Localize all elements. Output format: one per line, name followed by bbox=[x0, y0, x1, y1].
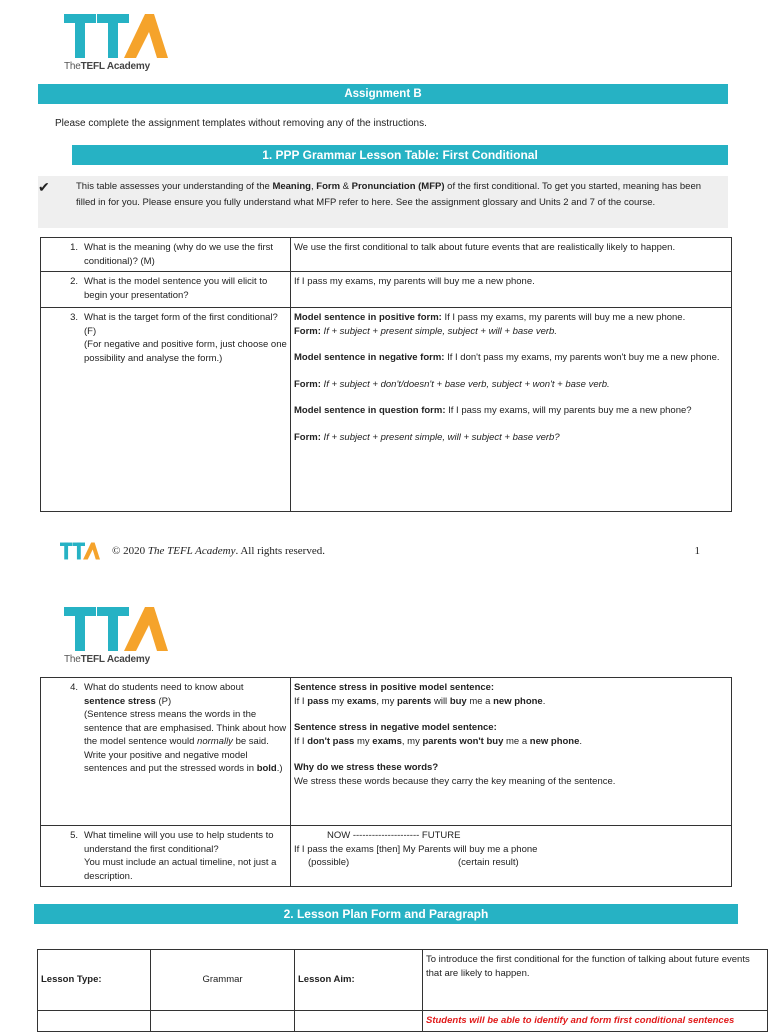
question-number: 1. bbox=[70, 242, 78, 253]
positive-stress-heading: Sentence stress in positive model sentence: bbox=[294, 682, 495, 693]
table-row bbox=[38, 1011, 768, 1032]
answer-cell bbox=[291, 238, 732, 272]
instruction-note bbox=[38, 176, 728, 228]
question-cell bbox=[41, 678, 291, 826]
q-part: What timeline will you use to help students to understand the first conditional? bbox=[84, 830, 274, 855]
lesson-objective: Students will be able to identify and form first conditional sentences bbox=[426, 1015, 735, 1026]
tta-tagline: TheTEFL Academy bbox=[64, 654, 150, 665]
question-text: What is the meaning (why do we use the first conditional)? (M) bbox=[84, 242, 274, 267]
copyright-prefix: © 2020 bbox=[112, 545, 148, 557]
timeline-sentence: If I pass the exams [then] My Parents will buy me a phone bbox=[294, 843, 538, 855]
table-row bbox=[38, 950, 768, 1011]
question-text: What is the model sentence you will elicit to begin your presentation? bbox=[84, 276, 268, 301]
timeline-label-certain: (certain result) bbox=[458, 857, 519, 868]
empty-cell bbox=[295, 1011, 423, 1032]
lesson-aim-label-cell bbox=[295, 950, 423, 1011]
page-footer bbox=[60, 541, 700, 563]
tta-logo-mark bbox=[64, 605, 168, 653]
positive-form: If + subject + present simple, subject + will + base verb. bbox=[320, 325, 557, 337]
lesson-type-value: Grammar bbox=[202, 974, 243, 986]
table-row bbox=[41, 272, 732, 308]
note-text: This table assesses your understanding of the bbox=[76, 181, 273, 192]
note-meaning: Meaning bbox=[272, 181, 311, 192]
answer-cell bbox=[291, 272, 732, 308]
lesson-type-value-cell bbox=[151, 950, 295, 1011]
lesson-aim-value-cell bbox=[423, 950, 768, 1011]
question-number: 3. bbox=[70, 312, 78, 323]
why-stress-text: We stress these words because they carry the key meaning of the sentence. bbox=[294, 775, 616, 787]
lesson-plan-table bbox=[37, 949, 768, 1032]
answer-text: We use the first conditional to talk about future events that are realistically likely to happen. bbox=[294, 242, 676, 253]
empty-cell bbox=[151, 1011, 295, 1032]
tta-logo-icon bbox=[64, 605, 168, 653]
question-text-a: What is the target form of the first conditional? (F) bbox=[84, 312, 278, 337]
question-text bbox=[84, 681, 287, 776]
question-text-b: (For negative and positive form, just choose one possibility and analyse the form.) bbox=[84, 339, 287, 364]
negative-stress-sentence: If I don't pass my exams, my parents won't buy me a new phone. bbox=[294, 735, 583, 747]
q-part: You must include an actual timeline, not just a description. bbox=[84, 857, 277, 882]
q-part: (Sentence stress means the words in the sentence that are emphasised. Think about how the model sentence would bbox=[84, 709, 287, 747]
empty-cell bbox=[38, 1011, 151, 1032]
question-text bbox=[84, 311, 287, 365]
checkmark-icon: ✔ bbox=[38, 179, 50, 195]
tta-tagline: TheTEFL Academy bbox=[64, 61, 150, 72]
objective-cell bbox=[423, 1011, 768, 1032]
note-amp: & bbox=[340, 181, 352, 192]
lesson-type-label-cell bbox=[38, 950, 151, 1011]
question-cell bbox=[41, 826, 291, 887]
question-number: 2. bbox=[70, 276, 78, 287]
timeline-cell bbox=[291, 826, 732, 887]
q-part: .) bbox=[276, 763, 283, 774]
table-row bbox=[41, 826, 732, 887]
q-part: (P) bbox=[155, 695, 172, 707]
question-cell bbox=[41, 238, 291, 272]
ppp-table-continued bbox=[40, 677, 732, 887]
page-number: 1 bbox=[694, 545, 700, 557]
note-pron: Pronunciation (MFP) bbox=[351, 181, 445, 192]
question-cell bbox=[41, 308, 291, 512]
tta-logo-mark bbox=[64, 12, 168, 60]
table-row bbox=[41, 678, 732, 826]
positive-label: Model sentence in positive form: bbox=[294, 312, 442, 323]
question-cell bbox=[41, 272, 291, 308]
form-label: Form: bbox=[294, 431, 321, 443]
section1-title-bar: 1. PPP Grammar Lesson Table: First Conditional bbox=[72, 145, 728, 165]
note-text-2: of the first conditional. To get you started, meaning has been filled in for you. Please ensure you fully understand what MFP refer to here. See the assignment glossary and Units 2 and 7 of the course. bbox=[76, 181, 702, 208]
assignment-title-bar: Assignment B bbox=[38, 84, 728, 104]
tta-logo-page2 bbox=[64, 605, 168, 665]
timeline-label-possible: (possible) bbox=[308, 857, 350, 868]
copyright-name: The TEFL Academy bbox=[147, 545, 236, 557]
lesson-aim-label: Lesson Aim: bbox=[298, 974, 355, 986]
q-part: What do students need to know about bbox=[84, 682, 244, 693]
tta-logo bbox=[64, 12, 168, 72]
note-comma: , bbox=[310, 181, 317, 192]
note-form: Form bbox=[316, 181, 341, 192]
lesson-type-label: Lesson Type: bbox=[41, 974, 102, 986]
tta-logo-small-icon bbox=[60, 541, 100, 561]
answer-text: If I pass my exams, my parents will buy me a new phone. bbox=[294, 276, 535, 287]
question-number: 5. bbox=[70, 830, 78, 841]
form-label: Form: bbox=[294, 378, 321, 390]
why-stress-heading: Why do we stress these words? bbox=[294, 762, 439, 773]
section2-title-bar: 2. Lesson Plan Form and Paragraph bbox=[34, 904, 738, 924]
question-form-label: Model sentence in question form: bbox=[294, 405, 446, 416]
negative-label: Model sentence in negative form: bbox=[294, 352, 445, 363]
answer-cell bbox=[291, 308, 732, 512]
copyright-suffix: . All rights reserved. bbox=[235, 545, 325, 557]
copyright-text bbox=[112, 545, 325, 557]
positive-text: If I pass my exams, my parents will buy me a new phone. bbox=[441, 312, 686, 323]
negative-form: If + subject + don't/doesn't + base verb, subject + won't + base verb. bbox=[320, 378, 610, 390]
question-text bbox=[84, 829, 287, 883]
table-row bbox=[41, 238, 732, 272]
question-form: If + subject + present simple, will + subject + base verb? bbox=[320, 431, 560, 443]
lesson-aim-value: To introduce the first conditional for the function of talking about future events that are likely to happen. bbox=[426, 954, 750, 979]
positive-stress-sentence: If I pass my exams, my parents will buy me a new phone. bbox=[294, 695, 546, 707]
timeline-line: NOW --------------------- FUTURE bbox=[327, 830, 461, 841]
question-number: 4. bbox=[70, 682, 78, 693]
answer-cell bbox=[291, 678, 732, 826]
q-bold: sentence stress bbox=[84, 695, 156, 707]
timeline-labels bbox=[294, 856, 728, 870]
q-italic: normally bbox=[197, 736, 233, 747]
ppp-table bbox=[40, 237, 732, 512]
q-bold: bold bbox=[256, 763, 277, 774]
form-label: Form: bbox=[294, 325, 321, 337]
table-row bbox=[41, 308, 732, 512]
intro-text: Please complete the assignment templates without removing any of the instructions. bbox=[55, 118, 427, 129]
question-form-text: If I pass my exams, will my parents buy me a new phone? bbox=[445, 405, 692, 416]
negative-text: If I don't pass my exams, my parents won't buy me a new phone. bbox=[444, 352, 720, 363]
tta-logo-icon bbox=[64, 12, 168, 60]
negative-stress-heading: Sentence stress in negative model sentence: bbox=[294, 722, 497, 733]
q-part: be said. Write your positive and negative model sentences and put the stressed words in bbox=[84, 736, 269, 774]
